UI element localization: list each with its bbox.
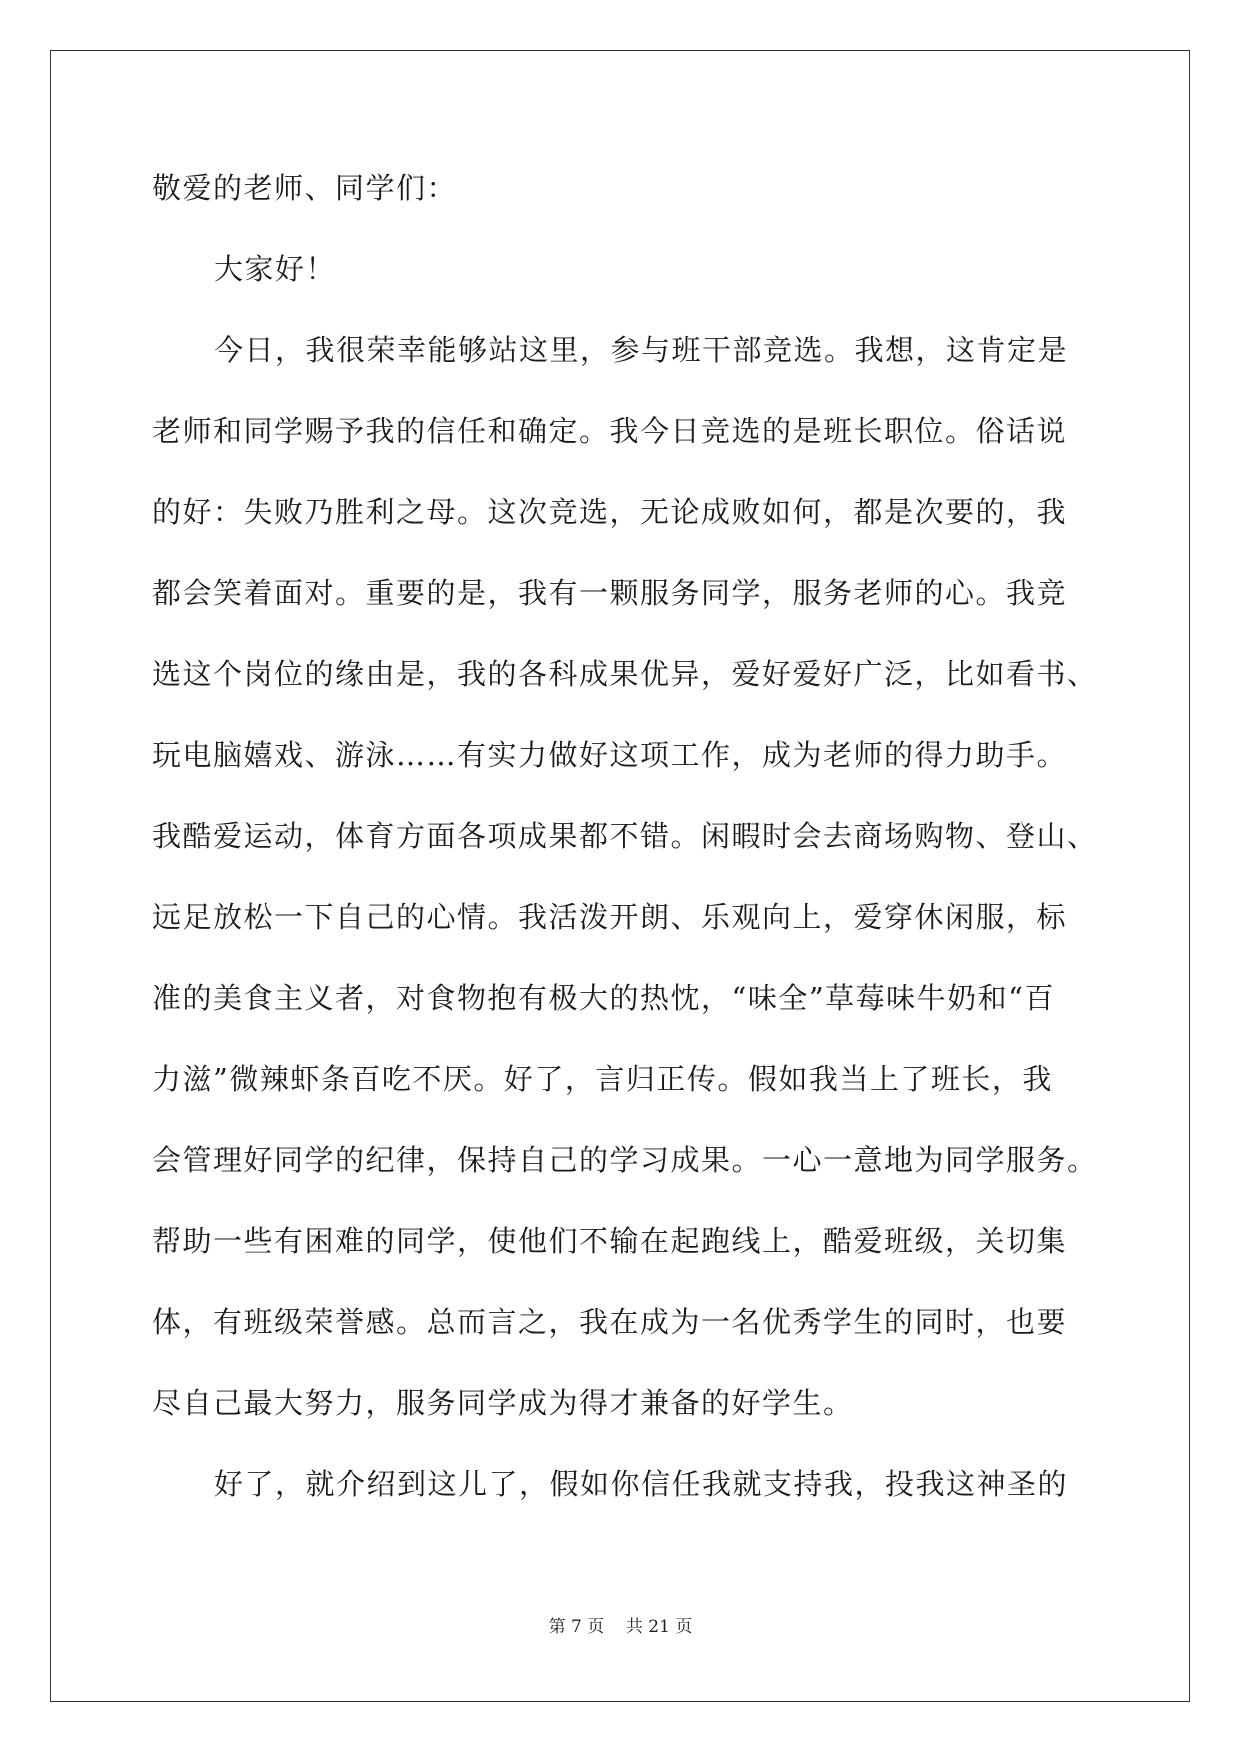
- body-line: 准的美食主义者，对食物抱有极大的热忱，“味全”草莓味牛奶和“百: [152, 981, 1055, 1015]
- salutation-line: 敬爱的老师、同学们：: [152, 171, 458, 205]
- body-line: 远足放松一下自己的心情。我活泼开朗、乐观向上，爱穿休闲服，标: [152, 900, 1068, 934]
- body-line: 老师和同学赐予我的信任和确定。我今日竞选的是班长职位。俗话说: [152, 414, 1068, 448]
- document-body: [152, 168, 1098, 1545]
- greeting-line: 大家好！: [214, 252, 337, 286]
- page-number-footer: 第 7 页 共 21 页: [548, 1617, 693, 1637]
- body-line: 会管理好同学的纪律，保持自己的学习成果。一心一意地为同学服务。: [152, 1143, 1098, 1177]
- body-line: 玩电脑嬉戏、游泳……有实力做好这项工作，成为老师的得力助手。: [152, 738, 1068, 772]
- body-line: 好了，就介绍到这儿了，假如你信任我就支持我，投我这神圣的: [214, 1467, 1069, 1501]
- body-line: 我酷爱运动，体育方面各项成果都不错。闲暇时会去商场购物、登山、: [152, 819, 1098, 853]
- body-line: 的好：失败乃胜利之母。这次竞选，无论成败如何，都是次要的，我: [152, 495, 1068, 529]
- body-line: 帮助一些有困难的同学，使他们不输在起跑线上，酷爱班级，关切集: [152, 1224, 1068, 1258]
- body-line: 力滋”微辣虾条百吃不厌。好了，言归正传。假如我当上了班长，我: [152, 1062, 1053, 1096]
- body-line: 体，有班级荣誉感。总而言之，我在成为一名优秀学生的同时，也要: [152, 1305, 1068, 1339]
- body-line: 选这个岗位的缘由是，我的各科成果优异，爱好爱好广泛，比如看书、: [152, 657, 1098, 691]
- body-line: 都会笑着面对。重要的是，我有一颗服务同学，服务老师的心。我竞: [152, 576, 1068, 610]
- body-line: 今日，我很荣幸能够站这里，参与班干部竞选。我想，这肯定是: [214, 333, 1069, 367]
- body-line: 尽自己最大努力，服务同学成为得才兼备的好学生。: [152, 1386, 854, 1420]
